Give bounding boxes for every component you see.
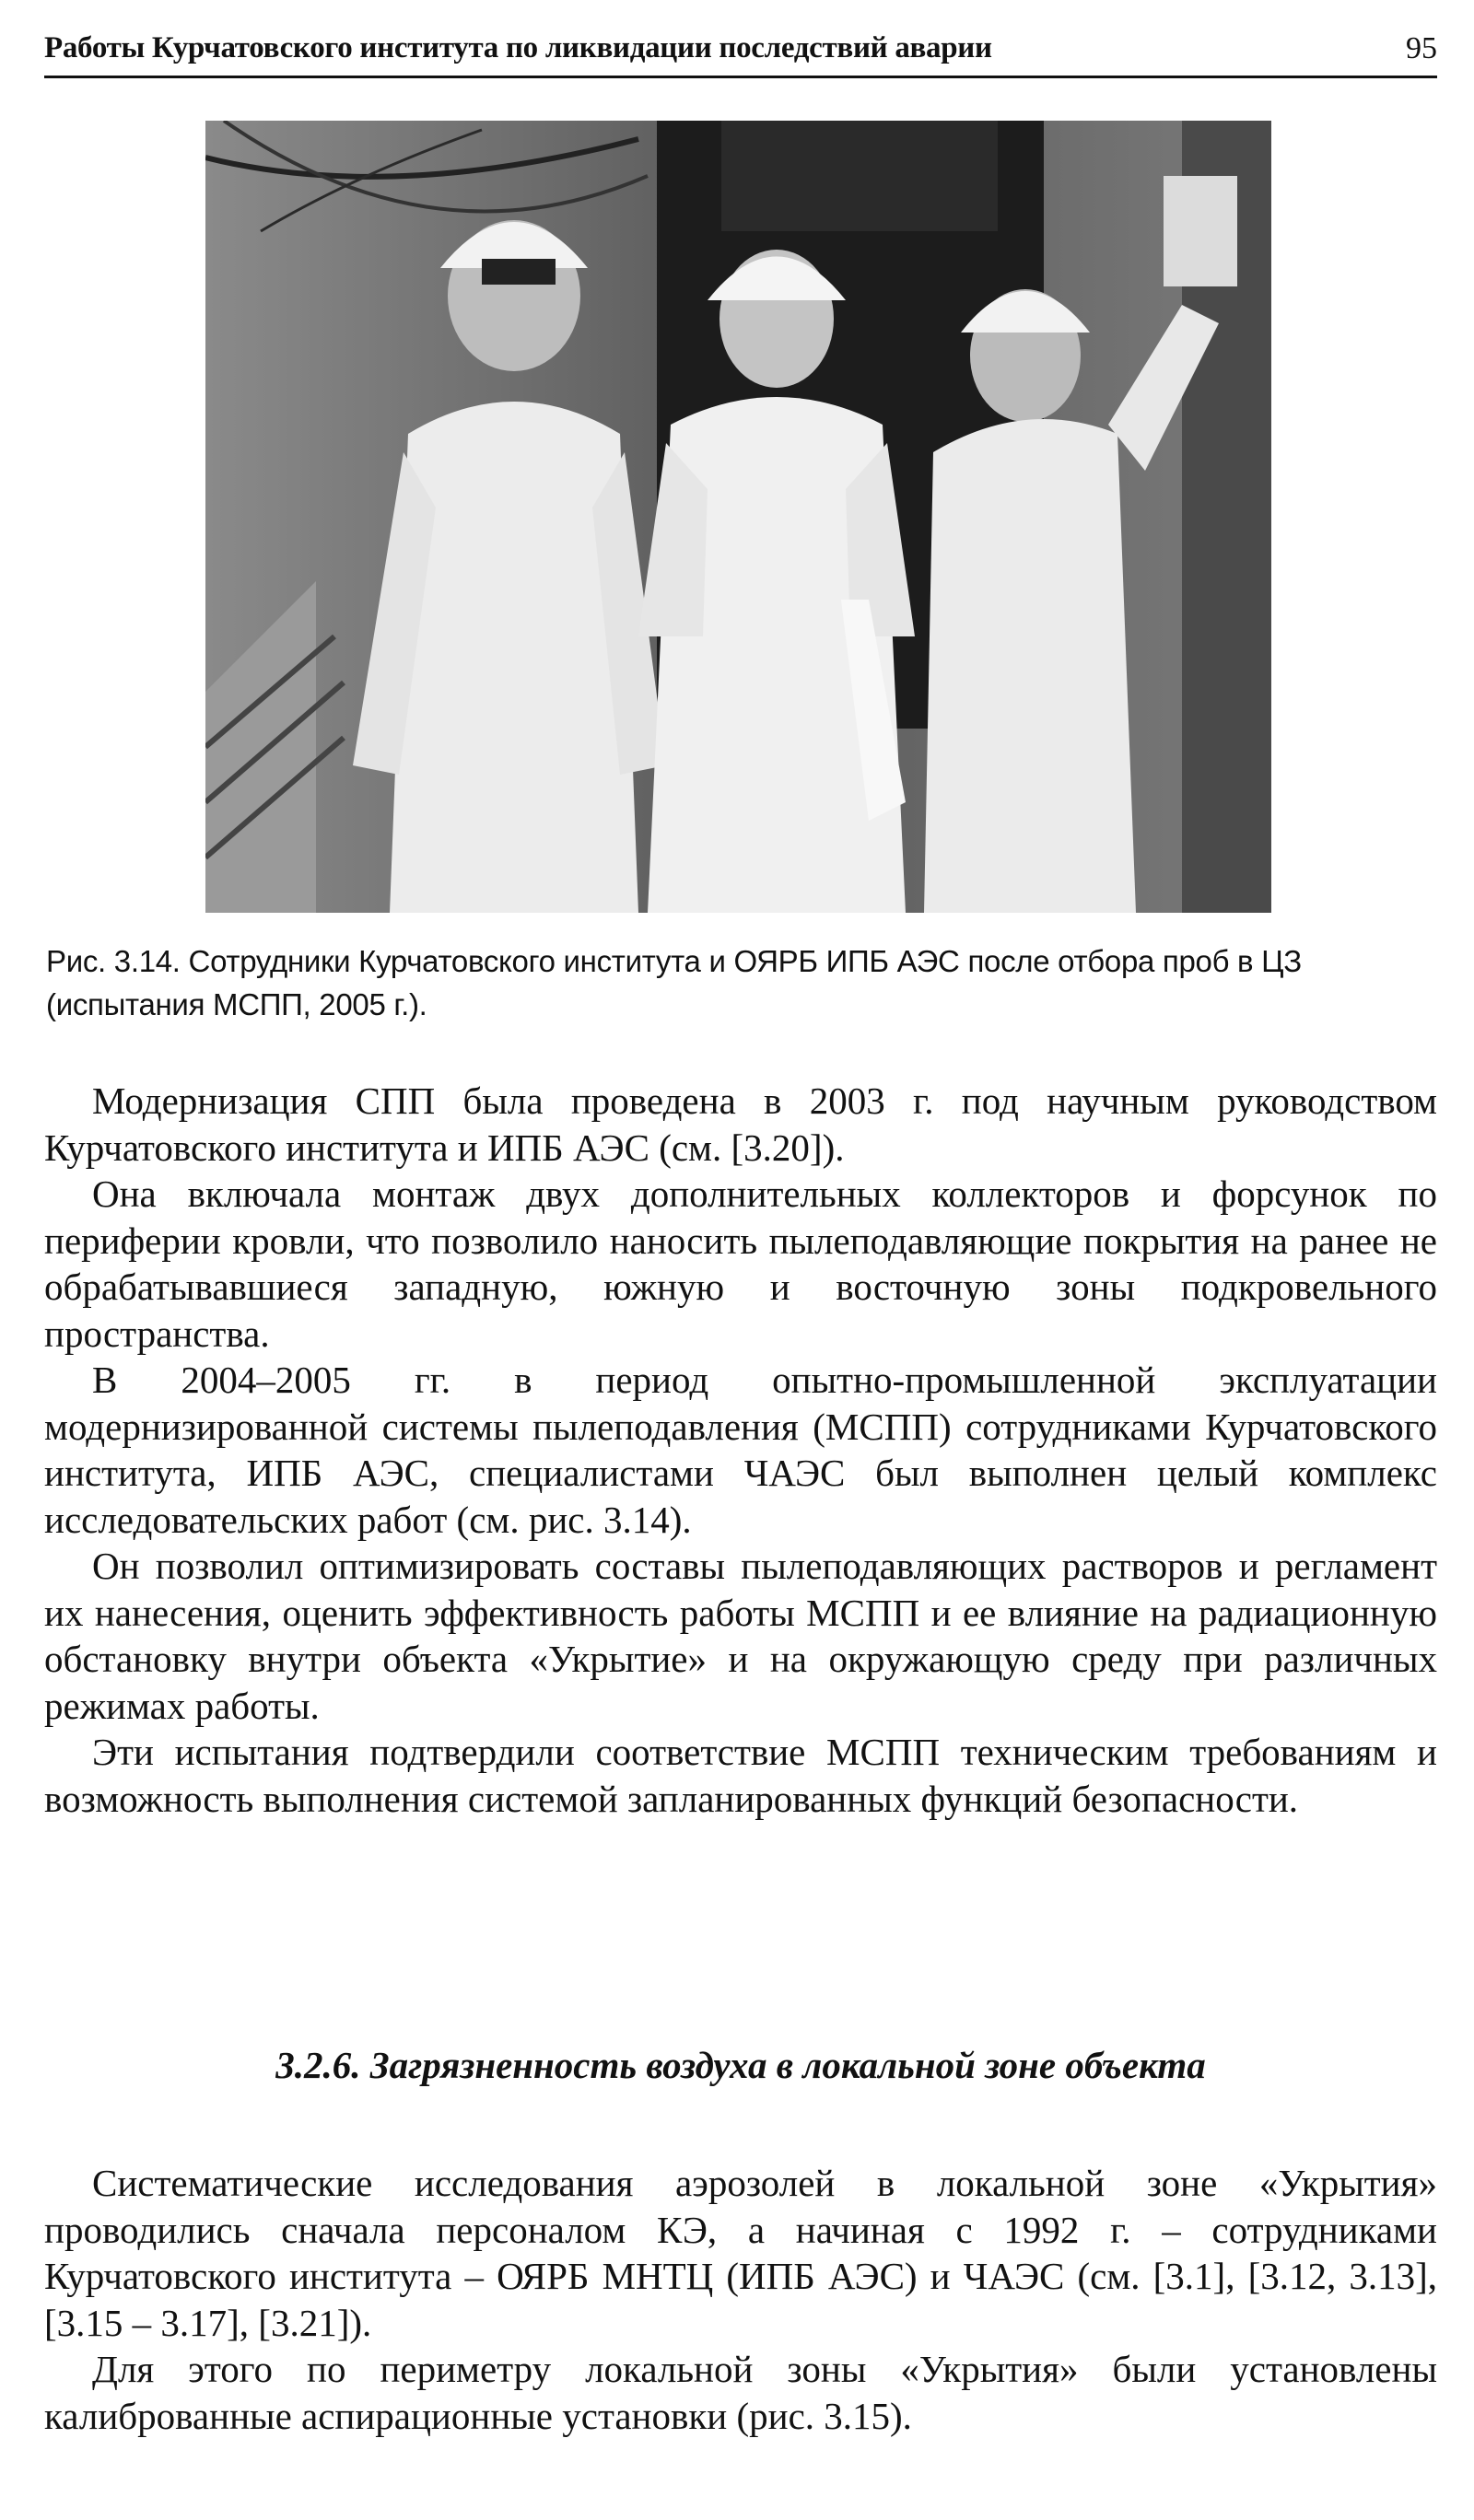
paragraph: Для этого по периметру локальной зоны «Укрытия» были установлены калиброванные аспирационные установки (рис. 3.15). (44, 2348, 1437, 2437)
page-number: 95 (1406, 31, 1437, 65)
photo-illustration (205, 121, 1271, 913)
figure-photo (205, 121, 1271, 913)
paragraph: Она включала монтаж двух дополнительных коллекторов и форсунок по периферии кровли, что позволило наносить пылеподавляющие покрытия на ранее не обрабатывавшиеся западную, южную и восточную зоны подкровельного пространства. (44, 1172, 1437, 1355)
section-heading: 3.2.6. Загрязненность воздуха в локальной зоне объекта (275, 2044, 1206, 2086)
paragraph: Модернизация СПП была проведена в 2003 г. под научным руководством Курчатовского института и ИПБ АЭС (см. [3.20]). (44, 1079, 1437, 1169)
caption-line-1: Рис. 3.14. Сотрудники Курчатовского института и ОЯРБ ИПБ АЭС после отбора проб в ЦЗ (46, 944, 1302, 978)
paragraph: Эти испытания подтвердили соответствие МСПП техническим требованиям и возможность выполнения системой запланированных функций безопасности. (44, 1731, 1437, 1820)
running-title: Работы Курчатовского института по ликвидации последствий аварии (44, 31, 992, 64)
figure-caption (46, 939, 1433, 1026)
paragraph: Он позволил оптимизировать составы пылеподавляющих растворов и регламент их нанесения, оценить эффективность работы МСПП и ее влияние на радиационную обстановку внутри объекта «Укрытие» и на окружающую среду при различных режимах работы. (44, 1545, 1437, 1727)
running-header (44, 28, 1437, 78)
body-text (44, 1078, 1437, 1822)
caption-line-2: (испытания МСПП, 2005 г.). (46, 987, 427, 1021)
paragraph: Систематические исследования аэрозолей в локальной зоне «Укрытия» проводились сначала персоналом КЭ, а начиная с 1992 г. – сотрудниками Курчатовского института – ОЯРБ МНТЦ (ИПБ АЭС) и ЧАЭС (см. [3.1], [3.12, 3.13], [3.15 – 3.17], [3.21]). (44, 2162, 1437, 2344)
paragraph: В 2004–2005 гг. в период опытно-промышленной эксплуатации модернизированной системы пылеподавления (МСПП) сотрудниками Курчатовского института, ИПБ АЭС, специалистами ЧАЭС был выполнен целый комплекс исследовательских работ (см. рис. 3.14). (44, 1359, 1437, 1541)
section-body-text (44, 2160, 1437, 2439)
